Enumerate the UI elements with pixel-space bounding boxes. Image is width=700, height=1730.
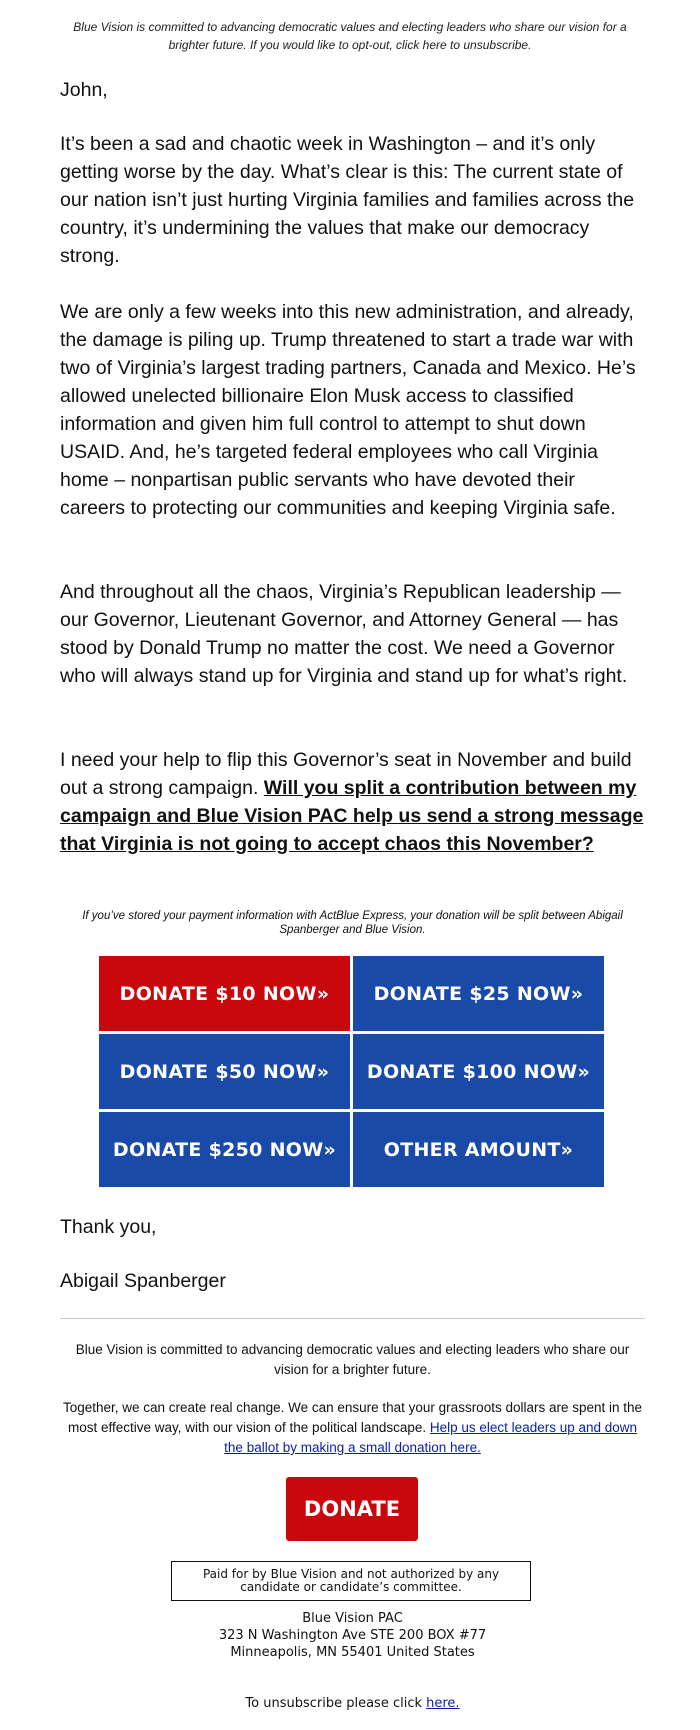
- donate-button-grid: [99, 956, 604, 1188]
- ask-link[interactable]: Will you split a contribution between my campaign and Blue Vision PAC help us send a strong message that Virginia is not going to accept chaos this November?: [60, 777, 644, 855]
- unsubscribe-text: To unsubscribe please click: [245, 1696, 427, 1711]
- ask-lead: I need your help to flip this Governor’s seat in November and build out a strong campaign.: [60, 749, 632, 799]
- org-name: Blue Vision PAC: [302, 1611, 403, 1626]
- donate-250-button[interactable]: DONATE $250 NOW»: [99, 1112, 350, 1187]
- unsubscribe-line: [60, 1695, 645, 1712]
- donate-10-button[interactable]: DONATE $10 NOW»: [99, 956, 350, 1031]
- unsubscribe-link[interactable]: here.: [426, 1696, 460, 1711]
- donate-100-button[interactable]: DONATE $100 NOW»: [353, 1034, 604, 1109]
- paragraph-1: [60, 130, 645, 270]
- paragraph-3-text: And throughout all the chaos, Virginia’s Republican leadership — our Governor, Lieutenant Governor, and Attorney General — has stood by Donald Trump no matter the cost. We need a Governor who will always stand up for Virginia and stand up for what’s right.: [60, 581, 628, 687]
- signature: Abigail Spanberger: [60, 1270, 226, 1292]
- donate-50-button[interactable]: DONATE $50 NOW»: [99, 1034, 350, 1109]
- paragraph-2: [60, 298, 645, 522]
- preheader-text: Blue Vision is committed to advancing democratic values and electing leaders who share our vision for a brighter future. If you would like to opt-out, click here to unsubscribe.: [73, 20, 627, 52]
- closing-thanks: Thank you,: [60, 1216, 157, 1238]
- paragraph-2-text: We are only a few weeks into this new administration, and already, the damage is piling up. Trump threatened to start a trade war with two of Virginia’s largest trading partners, Canada and Mexico. He’s allowed unelected billionaire Elon Musk access to classified information and given him full control to attempt to shut down USAID. And, he’s targeted federal employees who call Virginia home – nonpartisan public servants who have devoted their careers to protecting our communities and keeping Virginia safe.: [60, 301, 636, 519]
- ask-paragraph-text: [60, 746, 645, 858]
- other-amount-button[interactable]: OTHER AMOUNT»: [353, 1112, 604, 1187]
- greeting: [60, 76, 645, 104]
- address-line-2: Minneapolis, MN 55401 United States: [230, 1645, 475, 1660]
- footer-mission: Blue Vision is committed to advancing democratic values and electing leaders who share our vision for a brighter future.: [75, 1342, 630, 1377]
- address-line-1: 323 N Washington Ave STE 200 BOX #77: [218, 1628, 487, 1643]
- paid-for-disclaimer: [171, 1561, 531, 1601]
- donate-25-button[interactable]: DONATE $25 NOW»: [353, 956, 604, 1031]
- paragraph-3: [60, 578, 645, 690]
- footer-donate-link[interactable]: Help us elect leaders up and down the ballot by making a small donation here.: [224, 1420, 638, 1455]
- footer-together: [60, 1398, 645, 1458]
- footer-together-text: Together, we can create real change. We can ensure that your grassroots dollars are spent in the most effective way, with our vision of the political landscape.: [62, 1400, 643, 1435]
- paid-for-text: Paid for by Blue Vision and not authorized by any candidate or candidate’s committee.: [202, 1567, 500, 1594]
- mailing-address: [60, 1610, 645, 1661]
- greeting-text: John,: [60, 79, 108, 101]
- paragraph-1-text: It’s been a sad and chaotic week in Washington – and it’s only getting worse by the day. What’s clear is this: The current state of our nation isn’t just hurting Virginia families and families across the country, it’s undermining the values that make our democracy strong.: [60, 133, 635, 267]
- footer-donate-button[interactable]: DONATE: [286, 1477, 418, 1541]
- ask-paragraph: [60, 746, 645, 858]
- footer-divider: [60, 1318, 645, 1319]
- actblue-express-note: If you’ve stored your payment information with ActBlue Express, your donation will be split between Abigail Spanberger and Blue Vision.: [82, 910, 623, 936]
